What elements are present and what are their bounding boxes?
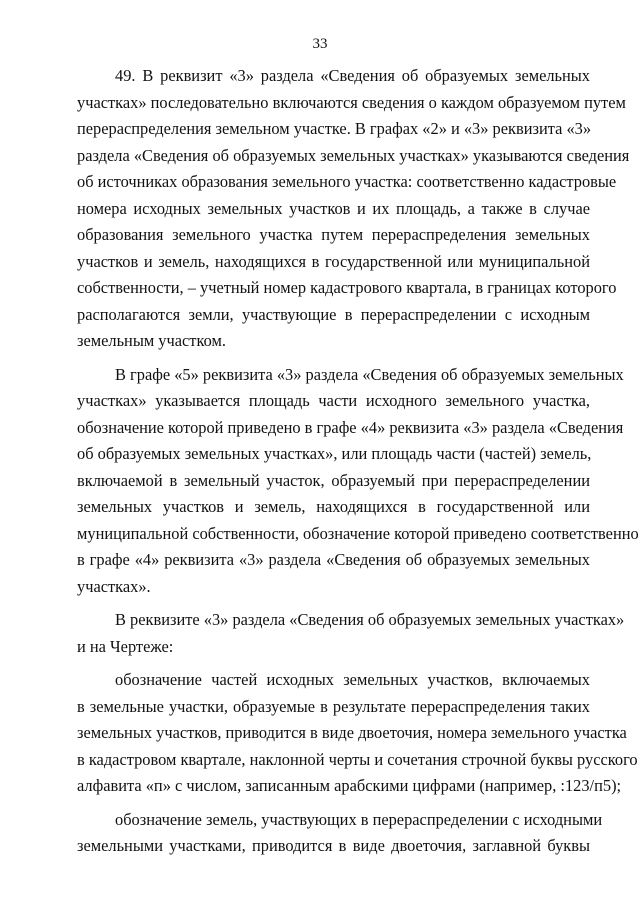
paragraph-oboznachenie-chastey: [77, 667, 638, 800]
text-line: в графе «4» реквизита «3» раздела «Сведения об образуемых земельных: [77, 550, 590, 569]
text-line: В реквизите «3» раздела «Сведения об образуемых земельных участках»: [115, 610, 625, 629]
text-line: В графе «5» реквизита «3» раздела «Сведения об образуемых земельных: [115, 364, 624, 384]
text-line: перераспределения земельном участке. В графах «2» и «3» реквизита «3»: [77, 119, 592, 138]
text-line: участках» последовательно включаются сведения о каждом образуемом путем: [77, 92, 626, 112]
text-line: участках» указывается площадь части исходного земельного участка,: [77, 391, 590, 410]
paragraph-rekvizit-3: [77, 607, 625, 660]
text-line: раздела «Сведения об образуемых земельных участках» указываются сведения: [77, 145, 630, 165]
paragraph-oboznachenie-zemel: [77, 807, 603, 860]
page-number: 33: [312, 36, 328, 52]
text-line: алфавита «п» с числом, записанным арабскими цифрами (например, :123/п5);: [77, 776, 622, 795]
text-line: обозначение которой приведено в графе «4» реквизита «3» раздела «Сведения: [77, 417, 624, 437]
text-line: обозначение частей исходных земельных участков, включаемых: [115, 670, 590, 689]
text-line: включаемой в земельный участок, образуемый при перераспределении: [77, 470, 590, 490]
text-line: в земельные участки, образуемые в результате перераспределения таких: [77, 696, 590, 716]
document-body: [77, 63, 639, 860]
text-line: муниципальной собственности, обозначение которой приведено соответственно: [77, 523, 639, 543]
paragraph-49: [77, 63, 630, 355]
text-line: и на Чертеже:: [77, 636, 174, 656]
text-line: об образуемых земельных участках», или площадь части (частей) земель,: [77, 444, 592, 463]
text-line: земельным участком.: [77, 331, 226, 350]
text-line: участков и земель, находящихся в государственной или муниципальной: [77, 251, 590, 271]
text-line: образования земельного участка путем перераспределения земельных: [77, 225, 590, 244]
text-line: номера исходных земельных участков и их площадь, а также в случае: [77, 198, 590, 218]
text-line: участках».: [77, 576, 151, 596]
paragraph-grafa-5: [77, 362, 639, 601]
text-line: земельными участками, приводится в виде двоеточия, заглавной буквы: [77, 836, 590, 855]
text-line: обозначение земель, участвующих в перераспределении с исходными: [115, 809, 603, 829]
text-line: 49. В реквизит «3» раздела «Сведения об образуемых земельных: [115, 66, 590, 85]
text-line: об источниках образования земельного участка: соответственно кадастровые: [77, 172, 617, 191]
text-line: собственности, – учетный номер кадастрового квартала, в границах которого: [77, 278, 617, 297]
text-line: земельных участков и земель, находящихся в государственной или: [77, 497, 590, 516]
text-line: в кадастровом квартале, наклонной черты и сочетания строчной буквы русского: [77, 749, 638, 769]
text-line: располагаются земли, участвующие в перераспределении с исходным: [77, 304, 590, 324]
text-line: земельных участков, приводится в виде двоеточия, номера земельного участка: [77, 723, 627, 742]
